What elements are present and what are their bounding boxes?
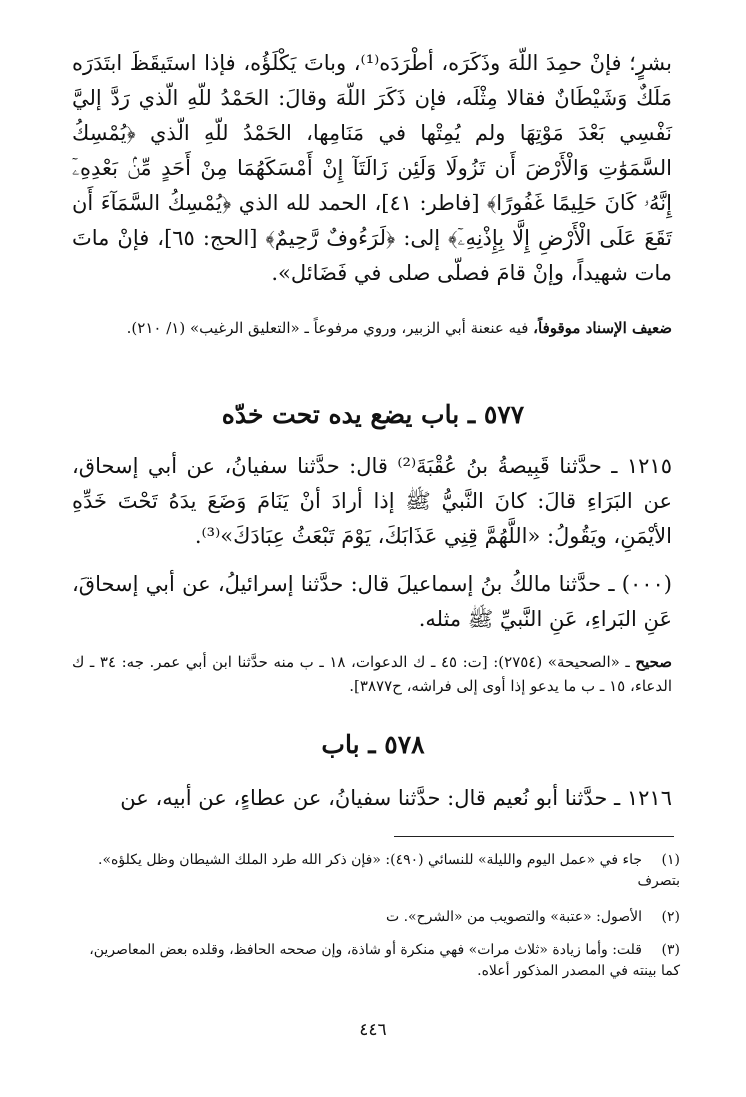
grading-text-2: ـ «الصحيحة» (٢٧٥٤): [ت: ٤٥ ـ ك الدعوات، ١٨ ـ ب منه حدَّثنا ابن أبي عمر. جه: ٣٤ ـ ك الدعاء، ١٥ ـ ب ما يدعو إذا أوى إلى فراشه، ح٣٨٧٧]. [72,653,672,695]
footnote-2 [70,907,680,928]
page-number: ٤٤٦ [359,1020,387,1040]
hadith-1216-paragraph: ١٢١٦ ـ حدَّثنا أبو نُعيم قال: حدَّثنا سفيانُ، عن عطاءٍ، عن أبيه، عن [120,786,672,810]
footnote-1 [70,850,680,892]
footnote-3 [70,940,680,982]
grading-note-2 [72,650,672,698]
grading-text-1: فيه عنعنة أبي الزبير، وروي مرفوعاً ـ «التعليق الرغيب» (١/ ٢١٠). [126,319,534,337]
hadith-continuation-paragraph: بشرٍ؛ فإنْ حمِدَ اللّهَ وذَكَرَه، أطْرَدَه⁽¹⁾، وباتَ يَكْلَؤُه، فإذا استَيقَظَ ابتَدَرَه مَلَكٌ وَشَيْطَانٌ فقالا مِثْلَه، فإن ذَكَرَ اللّهَ وقالَ: الحَمْدُ للّهِ الّذي رَدَّ إليَّ نَفْسِي بَعْدَ مَوْتِهَا ولم يُمِتْها في مَنَامِها، الحَمْدُ للّهِ الّذي ﴿يُمْسِكُ السَّمَوَٰتِ وَالْأَرْضَ أَن تَزُولَا وَلَئِن زَالَتَآ إِنْ أَمْسَكَهُمَا مِنْ أَحَدٍ مِّنۢ بَعْدِهِۦٓ إِنَّهُۥ كَانَ حَلِيمًا غَفُورًا﴾ [فاطر: ٤١]، الحمد لله الذي ﴿يُمْسِكُ السَّمَآءَ أَن تَقَعَ عَلَى الْأَرْضِ إِلَّا بِإِذْنِهِۦٓ﴾ إلى: ﴿لَرَءُوفٌ رَّحِيمٌ﴾ [الحج: ٦٥]، فإنْ ماتَ مات شهيداً، وإنْ قامَ فصلّى صلى في فَضَائل». [72,51,672,285]
chapter-heading-578: ٥٧٨ ـ باب [321,730,425,759]
grading-note-1 [72,316,672,340]
hadith-chain-paragraph: (٠٠٠) ـ حدَّثنا مالكُ بنُ إسماعيلَ قال: حدَّثنا إسرائيلُ، عن أبي إسحاقَ، عَنِ البَراءِ، عَنِ النَّبيِّ ﷺ مثله. [72,572,672,631]
chapter-heading-577: ٥٧٧ ـ باب يضع يده تحت خدّه [221,400,525,429]
footnote-text: الأصول: «عتبة» والتصويب من «الشرح». ت [385,909,642,925]
footnote-divider [394,836,674,837]
footnote-number: (١) [661,852,680,868]
hadith-1215-paragraph: ١٢١٥ ـ حدَّثنا قَبِيصةُ بنُ عُقْبَةَ⁽²⁾ قال: حدَّثنا سفيانُ، عن أبي إسحاق، عن البَرَاءِ قالَ: كانَ النَّبيُّ ﷺ إذا أرادَ أنْ يَنَامَ وَضَعَ يدَهُ تَحْتَ خَدِّهِ الأيْمَنِ، ويَقُولُ: «اللَّهُمَّ قِنِي عَذَابَكَ، يَوْمَ تَبْعَثُ عِبَادَكَ»⁽³⁾. [72,454,672,548]
footnote-number: (٣) [661,942,680,958]
grading-label-1: ضعيف الإسناد موقوفاً، [533,319,672,337]
grading-label-2: صحيح [635,653,673,671]
footnote-number: (٢) [661,909,680,925]
footnote-text: قلت: وأما زيادة «ثلاث مرات» فهي منكرة أو شاذة، وإن صححه الحافظ، وقلده بعض المعاصرين، كما بينته في المصدر المذكور أعلاه. [89,942,680,979]
footnote-text: جاء في «عمل اليوم والليلة» للنسائي (٤٩٠): «فإن ذكر الله طرد الملك الشيطان وظل يكلؤه». بتصرف [98,852,680,889]
